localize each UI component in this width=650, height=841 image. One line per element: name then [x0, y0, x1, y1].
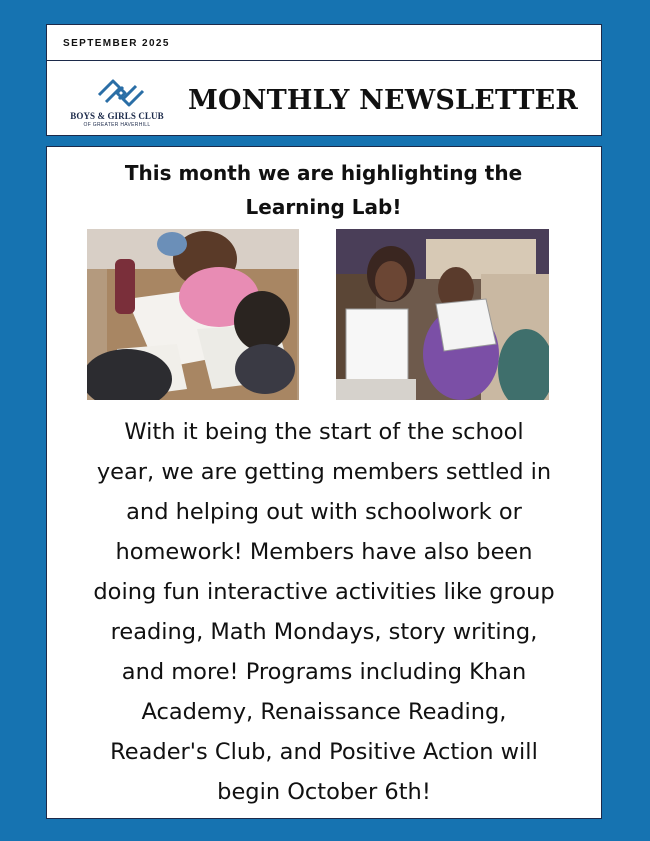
body-line: year, we are getting members settled in: [96, 459, 552, 485]
headline-line-1: This month we are highlighting the: [124, 161, 523, 185]
body-line: doing fun interactive activities like group: [93, 579, 555, 605]
body-line: homework! Members have also been: [115, 539, 533, 565]
club-name: BOYS & GIRLS CLUB: [70, 111, 164, 121]
club-logo: [59, 73, 179, 131]
body-line: and more! Programs including Khan: [121, 659, 527, 685]
body-line: With it being the start of the school: [124, 419, 524, 445]
two-students-holding-worksheets-photo: [336, 229, 549, 400]
article-panel: [46, 146, 602, 819]
newsletter-date: SEPTEMBER 2025: [63, 38, 170, 49]
date-bar: [46, 24, 602, 61]
body-line: reading, Math Mondays, story writing,: [110, 619, 538, 645]
masthead: [46, 60, 602, 136]
club-subtitle: OF GREATER HAVERHILL: [83, 122, 151, 128]
newsletter-title: MONTHLY NEWSLETTER: [187, 85, 579, 116]
body-line: and helping out with schoolwork or: [126, 499, 522, 525]
headline-line-2: Learning Lab!: [245, 195, 402, 219]
students-working-on-worksheets-photo: [87, 229, 299, 400]
body-line: Reader's Club, and Positive Action will: [110, 739, 538, 765]
boys-girls-club-hands-logo-icon: [93, 75, 149, 111]
article-body: [59, 412, 589, 812]
body-line: begin October 6th!: [217, 779, 431, 805]
body-line: Academy, Renaissance Reading,: [141, 699, 507, 725]
article-headline: [47, 156, 600, 224]
